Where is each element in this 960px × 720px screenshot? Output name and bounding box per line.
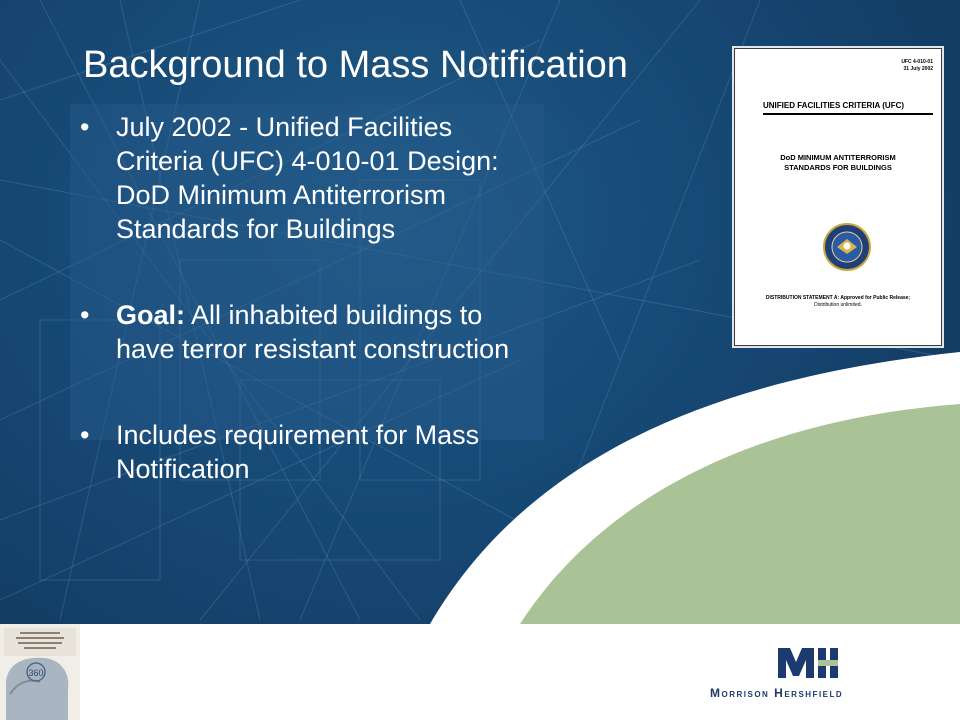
bullet-marker: • — [80, 420, 90, 450]
document-subtitle-line: DoD MINIMUM ANTITERRORISM — [780, 153, 896, 162]
document-subtitle — [745, 153, 931, 173]
mass-notification-forum-logo — [0, 624, 80, 720]
bullet-text: July 2002 - Unified Facilities Criteria (UFC) 4-010-01 Design: DoD Minimum Antiterrorism Standards for Buildings — [116, 112, 499, 244]
bullet-item — [80, 298, 530, 366]
bullet-item — [80, 110, 530, 246]
ufc-document-cover — [734, 48, 942, 346]
distribution-statement-bold: DISTRIBUTION STATEMENT A: Approved for Public Release; — [765, 295, 911, 301]
bullet-text: Includes requirement for Mass Notification — [116, 420, 480, 484]
document-subtitle-line: STANDARDS FOR BUILDINGS — [784, 163, 892, 172]
bullet-marker: • — [80, 300, 90, 330]
company-name: Morrison Hershfield — [710, 686, 844, 700]
bullet-item — [80, 418, 530, 486]
document-reference — [901, 59, 933, 73]
bullet-list — [80, 110, 530, 486]
bullet-marker: • — [80, 112, 90, 142]
dod-seal-icon — [823, 223, 871, 271]
slide-title: Background to Mass Notification — [83, 44, 628, 86]
document-date: 31 July 2002 — [903, 66, 933, 72]
bullet-text: All inhabited buildings to have terror resistant construction — [116, 300, 510, 364]
forum-logo-badge: 360 — [28, 668, 44, 678]
distribution-statement-rest: Distribution unlimited. — [814, 302, 862, 308]
bullet-bold-prefix: Goal: — [116, 300, 186, 330]
document-number: UFC 4-010-01 — [901, 59, 933, 65]
document-header-rule — [763, 113, 933, 115]
mh-logo-icon — [776, 644, 840, 680]
distribution-statement — [745, 295, 931, 309]
document-header: UNIFIED FACILITIES CRITERIA (UFC) — [763, 101, 905, 110]
